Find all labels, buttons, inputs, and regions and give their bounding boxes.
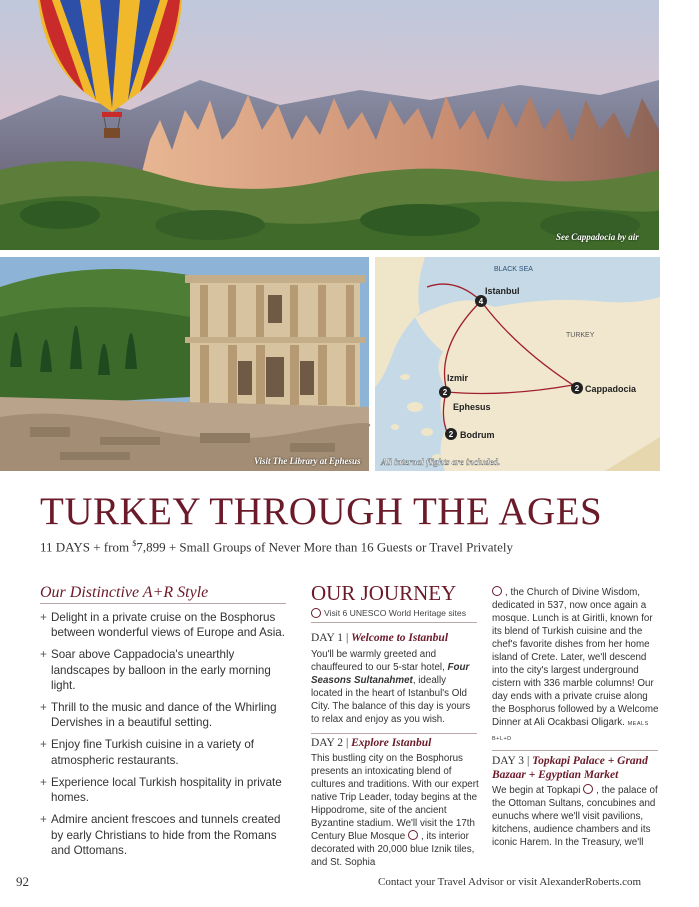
bullet-plus: + xyxy=(40,738,47,752)
day2-text-col1: This bustling city on the Bosphorus presents an intoxicating blend of cultures and traditions. With our expert native Trip Leader, today begins at the Hippodrome, site of the ancient Byzantine stadium. We'll visit the 17th Century Blue Mosque , its interior decorated with 20,000 blue Iznik tiles, and St. Sophia xyxy=(311,753,479,868)
day1-text: You'll be warmly greeted and chauffeured to our 5-star hotel, Four Seasons Sultanahmet, ideally located in the heart of Istanbul's Old City. The balance of this day is yours to relax and enjoy as you wish. xyxy=(311,649,471,725)
day3-divider xyxy=(492,750,658,751)
trip-subtitle xyxy=(40,539,513,555)
day2-text-continued: , the Church of Divine Wisdom, dedicated in 537, now once again a mosque. Lunch is at Giritli, known for its blend of Turkish cuisine and the chef's favorite dishes from her home island of Crete. Later, we'll descend into the city's largest underground cistern with 336 marble columns! Our day ends with a private cruise along the Bosphorus followed by a Welcome Dinner at Ali Ocakbasi Oligark. MEALS B+L+D xyxy=(492,587,659,742)
bullet-plus: + xyxy=(40,611,47,624)
price-from-label: + from xyxy=(93,539,130,555)
map-stop-izmir xyxy=(447,373,469,383)
map-caption: All internal flights are included. xyxy=(381,457,501,467)
svg-text:Izmir: Izmir xyxy=(447,373,469,383)
style-heading: Our Distinctive A+R Style xyxy=(40,584,209,601)
svg-text:Bodrum: Bodrum xyxy=(460,430,495,440)
list-item: + Delight in a private cruise on the Bosphorus between wonderful views of Europe and Asia. xyxy=(40,611,285,640)
ephesus-photo xyxy=(0,257,369,471)
highlights-list xyxy=(40,610,288,865)
ephesus-caption: Visit The Library at Ephesus xyxy=(254,456,361,466)
svg-text:Ephesus: Ephesus xyxy=(453,402,491,412)
bullet-plus: + xyxy=(40,701,47,715)
list-item: + Soar above Cappadocia's unearthly landscapes by balloon in the early morning light. xyxy=(40,648,271,692)
list-item: + Experience local Turkish hospitality in private homes. xyxy=(40,775,282,805)
svg-text:Cappadocia: Cappadocia xyxy=(585,384,637,394)
day2-heading: DAY 2 | Explore Istanbul xyxy=(311,737,432,749)
list-item: + Admire ancient frescoes and tunnels created by early Christians to hide from the Romans and Ottomans. xyxy=(40,813,281,857)
bullet-plus: + xyxy=(40,775,47,789)
page-title: TURKEY THROUGH THE AGES xyxy=(40,490,603,533)
day2-divider xyxy=(311,733,477,734)
journey-heading: OUR JOURNEY xyxy=(311,581,457,605)
unesco-site-icon xyxy=(492,586,502,596)
svg-text:2: 2 xyxy=(442,388,448,397)
map-stop-cappadocia xyxy=(571,382,637,394)
list-item: + Enjoy fine Turkish cuisine in a variety of atmospheric restaurants. xyxy=(40,738,254,767)
price-currency: $ xyxy=(132,539,137,548)
day3-heading: DAY 3 | Topkapi Palace + Grand Bazaar + Egyptian Market xyxy=(492,755,648,781)
map-sea-label: BLACK SEA xyxy=(494,266,533,273)
meals-badge: MEALS B+L+D xyxy=(492,721,649,742)
unesco-site-icon xyxy=(408,830,418,840)
trip-days: 11 DAYS xyxy=(40,539,90,555)
svg-text:4: 4 xyxy=(478,297,484,306)
day1-divider xyxy=(311,622,477,623)
bullet-plus: + xyxy=(40,648,47,662)
bullet-plus: + xyxy=(40,813,47,827)
group-size-note: + Small Groups of Never More than 16 Guests or Travel Privately xyxy=(168,539,514,555)
trip-price: 7,899 xyxy=(136,539,166,555)
map-stop-bodrum xyxy=(445,428,495,440)
day3-text: We begin at Topkapi , the palace of the Ottoman Sultans, concubines and eunuchs where we'll visit pavilions, kitchens, audience chambers and its iconic Harem. In the Treasury, we'll xyxy=(492,785,658,848)
svg-text:2: 2 xyxy=(574,384,580,393)
hero-photo-cappadocia xyxy=(0,0,659,250)
contact-line: Contact your Travel Advisor or visit AlexanderRoberts.com xyxy=(378,876,642,888)
turkey-route-map xyxy=(375,257,660,471)
page-number: 92 xyxy=(16,874,29,889)
day1-heading: DAY 1 | Welcome to Istanbul xyxy=(311,632,449,644)
svg-text:Istanbul: Istanbul xyxy=(485,286,520,296)
unesco-site-icon xyxy=(583,784,593,794)
itinerary-map xyxy=(375,257,660,471)
unesco-site-icon xyxy=(311,608,321,618)
unesco-note: Visit 6 UNESCO World Heritage sites xyxy=(311,608,466,619)
svg-text:2: 2 xyxy=(448,430,454,439)
library-of-celsus-illustration xyxy=(0,257,369,471)
map-country-label: TURKEY xyxy=(566,332,595,339)
list-item: + Thrill to the music and dance of the Whirling Dervishes in a beautiful setting. xyxy=(40,701,277,730)
cappadocia-illustration xyxy=(0,0,659,250)
hero-caption: See Cappadocia by air xyxy=(556,232,639,242)
style-divider xyxy=(40,603,286,604)
